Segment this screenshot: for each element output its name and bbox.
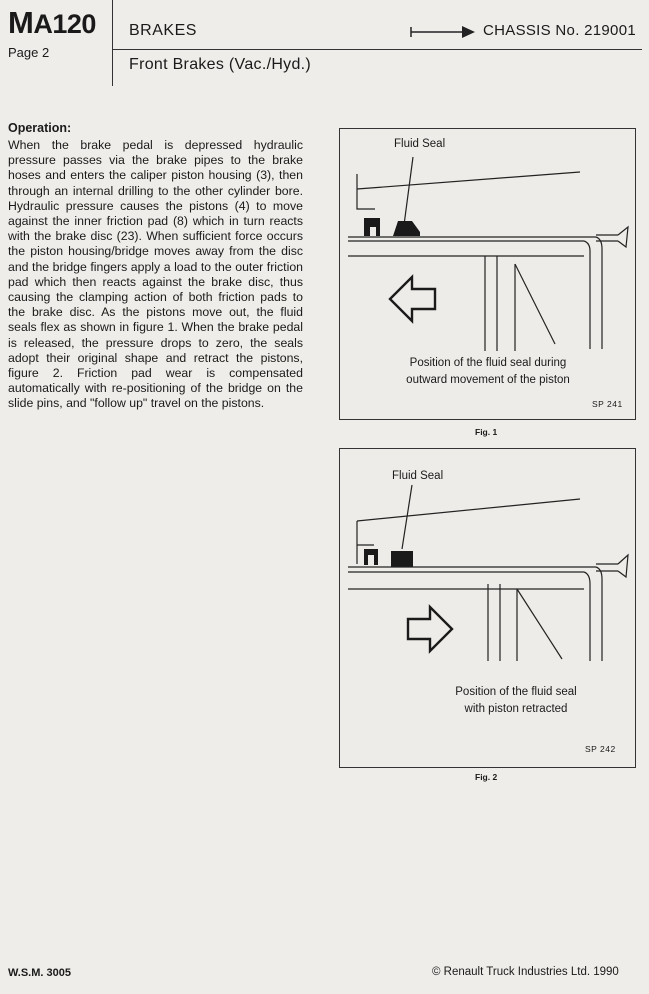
figure-caption [386, 684, 646, 718]
workshop-manual-number: W.S.M. 3005 [8, 967, 71, 979]
manual-code-letter: M [8, 5, 34, 40]
caption-line-1: Position of the fluid seal [455, 686, 577, 698]
operation-heading: Operation: [8, 121, 72, 135]
operation-paragraph: When the brake pedal is depressed hydraulic pressure passes via the brake pipes to the brake hoses and enters the caliper piston housing (3), then through an internal drilling to the other cylinder bore. Hydraulic pressure causes the pistons (4) to move against the inner friction pad (8) which in turn reacts with the brake disc (23). When sufficient force occurs the piston housing/bridge moves away from the disc and the bridge fingers apply a load to the outer friction pad which then reacts against the brake disc, thus causing the clamping action of both friction pads to the brake disc. As the pistons move out, the fluid seals flex as shown in figure 1. When the brake pedal is released, the pressure drops to zero, the seals adopt their original shape and retract the pistons, figure 2. Friction pad wear is compensated automatically with re-positioning of the bridge on the slide pins, and "follow up" travel on the pistons. [8, 138, 303, 411]
header-horizontal-rule [112, 49, 642, 50]
copyright-notice: © Renault Truck Industries Ltd. 1990 [432, 966, 619, 978]
manual-code [8, 6, 96, 41]
section-title: BRAKES [129, 22, 197, 39]
figure-code: SP 242 [585, 744, 616, 754]
figure-2-label: Fig. 2 [475, 772, 498, 782]
subsection-title: Front Brakes (Vac./Hyd.) [129, 56, 312, 73]
arrow-right-icon [410, 24, 476, 40]
header-vertical-rule [112, 0, 113, 86]
figure-code: SP 241 [592, 399, 623, 409]
caption-line-2: outward movement of the piston [406, 374, 570, 386]
chassis-number: CHASSIS No. 219001 [483, 22, 636, 39]
fluid-seal-label: Fluid Seal [392, 470, 444, 482]
figure-2 [339, 448, 636, 768]
figure-1-label: Fig. 1 [475, 427, 498, 437]
figure-caption [358, 355, 618, 389]
page-number: Page 2 [8, 45, 50, 60]
figure-1 [339, 128, 636, 420]
fluid-seal-label: Fluid Seal [394, 138, 446, 150]
manual-code-number: A120 [33, 9, 96, 39]
fluid-seal-diagram-2 [340, 449, 635, 767]
caption-line-2: with piston retracted [464, 703, 568, 715]
caption-line-1: Position of the fluid seal during [409, 357, 567, 369]
